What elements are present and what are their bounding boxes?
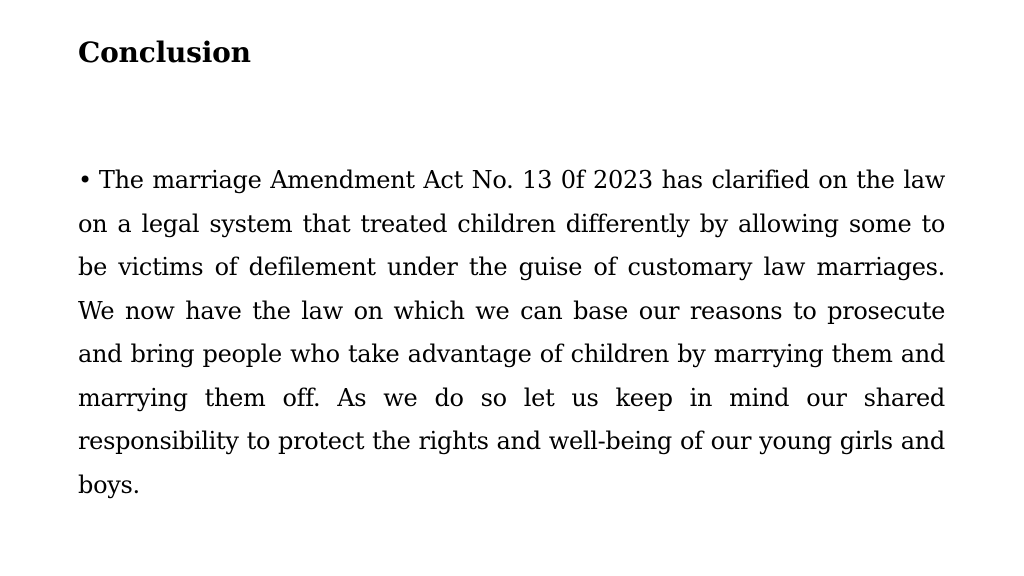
conclusion-paragraph [78,159,945,507]
bullet-icon: • [78,166,92,194]
conclusion-text: The marriage Amendment Act No. 13 0f 2023 has clarified on the law on a legal system that treated children differently by allowing some to be victims of defilement under the guise of customary law marriages. We now have the law on which we can base our reasons to prosecute and bring people who take advantage of children by marrying them and marrying them off. As we do so let us keep in mind our shared responsibility to protect the rights and well-being of our young girls and boys. [78,166,945,499]
slide-title: Conclusion [78,36,251,69]
